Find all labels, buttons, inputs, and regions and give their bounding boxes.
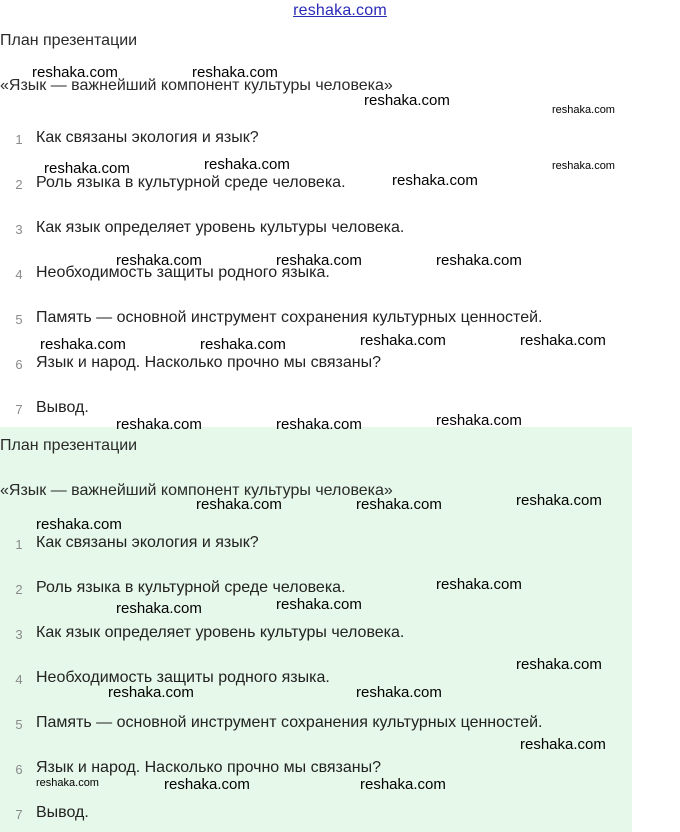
watermark: reshaka.com <box>32 64 118 81</box>
watermark: reshaka.com <box>164 776 250 793</box>
item-number: 6 <box>15 357 23 372</box>
watermark: reshaka.com <box>276 596 362 613</box>
watermark: reshaka.com <box>116 252 202 269</box>
item-text: Как связаны экология и язык? <box>36 534 259 551</box>
site-header-link[interactable]: reshaka.com <box>293 2 387 19</box>
watermark: reshaka.com <box>36 777 99 789</box>
item-number: 6 <box>15 762 23 777</box>
list-item <box>0 804 632 826</box>
list-item <box>0 309 632 331</box>
list-item <box>0 579 632 601</box>
item-number: 5 <box>15 312 23 327</box>
list-item <box>0 399 632 421</box>
item-text: Необходимость защиты родного языка. <box>36 669 330 686</box>
watermark: reshaka.com <box>356 496 442 513</box>
plan-label: План презентации <box>0 437 138 454</box>
presentation-plan-2 <box>0 427 632 832</box>
plan-list <box>0 427 632 832</box>
watermark: reshaka.com <box>44 160 130 177</box>
item-text: Роль языка в культурной среде человека. <box>36 579 346 596</box>
list-item <box>0 264 632 286</box>
item-text: Память — основной инструмент сохранения культурных ценностей. <box>36 714 543 731</box>
item-number: 2 <box>15 582 23 597</box>
watermark: reshaka.com <box>436 412 522 429</box>
item-text: Роль языка в культурной среде человека. <box>36 174 346 191</box>
list-item <box>0 354 632 376</box>
list-item <box>0 534 632 556</box>
watermark: reshaka.com <box>276 252 362 269</box>
watermark: reshaka.com <box>520 736 606 753</box>
watermark: reshaka.com <box>516 492 602 509</box>
item-number: 2 <box>15 177 23 192</box>
item-number: 1 <box>15 132 23 147</box>
item-text: Язык и народ. Насколько прочно мы связаны? <box>36 354 382 371</box>
watermark: reshaka.com <box>36 516 122 533</box>
watermark: reshaka.com <box>516 656 602 673</box>
list-item <box>0 129 632 151</box>
item-number: 3 <box>15 627 23 642</box>
watermark: reshaka.com <box>204 156 290 173</box>
presentation-plan-1 <box>0 22 632 428</box>
watermark: reshaka.com <box>200 336 286 353</box>
watermark: reshaka.com <box>116 600 202 617</box>
watermark: reshaka.com <box>436 252 522 269</box>
item-number: 7 <box>15 807 23 822</box>
list-item <box>0 759 632 781</box>
watermark: reshaka.com <box>520 332 606 349</box>
watermark: reshaka.com <box>392 172 478 189</box>
watermark: reshaka.com <box>356 684 442 701</box>
watermark: reshaka.com <box>108 684 194 701</box>
watermark: reshaka.com <box>40 336 126 353</box>
plan-title: «Язык — важнейший компонент культуры человека» <box>0 482 393 499</box>
list-item <box>0 624 632 646</box>
watermark: reshaka.com <box>364 92 450 109</box>
item-text: Память — основной инструмент сохранения культурных ценностей. <box>36 309 543 326</box>
list-item <box>0 219 632 241</box>
watermark: reshaka.com <box>196 496 282 513</box>
item-number: 4 <box>15 672 23 687</box>
watermark: reshaka.com <box>116 416 202 433</box>
plan-list <box>0 22 632 428</box>
item-text: Как связаны экология и язык? <box>36 129 259 146</box>
item-text: Необходимость защиты родного языка. <box>36 264 330 281</box>
item-text: Как язык определяет уровень культуры человека. <box>36 624 405 641</box>
item-text: Как язык определяет уровень культуры человека. <box>36 219 405 236</box>
item-text: Язык и народ. Насколько прочно мы связаны? <box>36 759 382 776</box>
list-item <box>0 174 632 196</box>
watermark: reshaka.com <box>192 64 278 81</box>
watermark: reshaka.com <box>360 332 446 349</box>
item-number: 7 <box>15 402 23 417</box>
item-number: 1 <box>15 537 23 552</box>
item-number: 5 <box>15 717 23 732</box>
watermark: reshaka.com <box>360 776 446 793</box>
list-item <box>0 669 632 691</box>
plan-title: «Язык — важнейший компонент культуры человека» <box>0 77 393 94</box>
item-text: Вывод. <box>36 804 89 821</box>
item-text: Вывод. <box>36 399 89 416</box>
item-number: 3 <box>15 222 23 237</box>
watermark: reshaka.com <box>552 104 615 116</box>
watermark: reshaka.com <box>276 416 362 433</box>
watermark: reshaka.com <box>552 160 615 172</box>
watermark: reshaka.com <box>436 576 522 593</box>
plan-label: План презентации <box>0 32 138 49</box>
item-number: 4 <box>15 267 23 282</box>
list-item <box>0 714 632 736</box>
